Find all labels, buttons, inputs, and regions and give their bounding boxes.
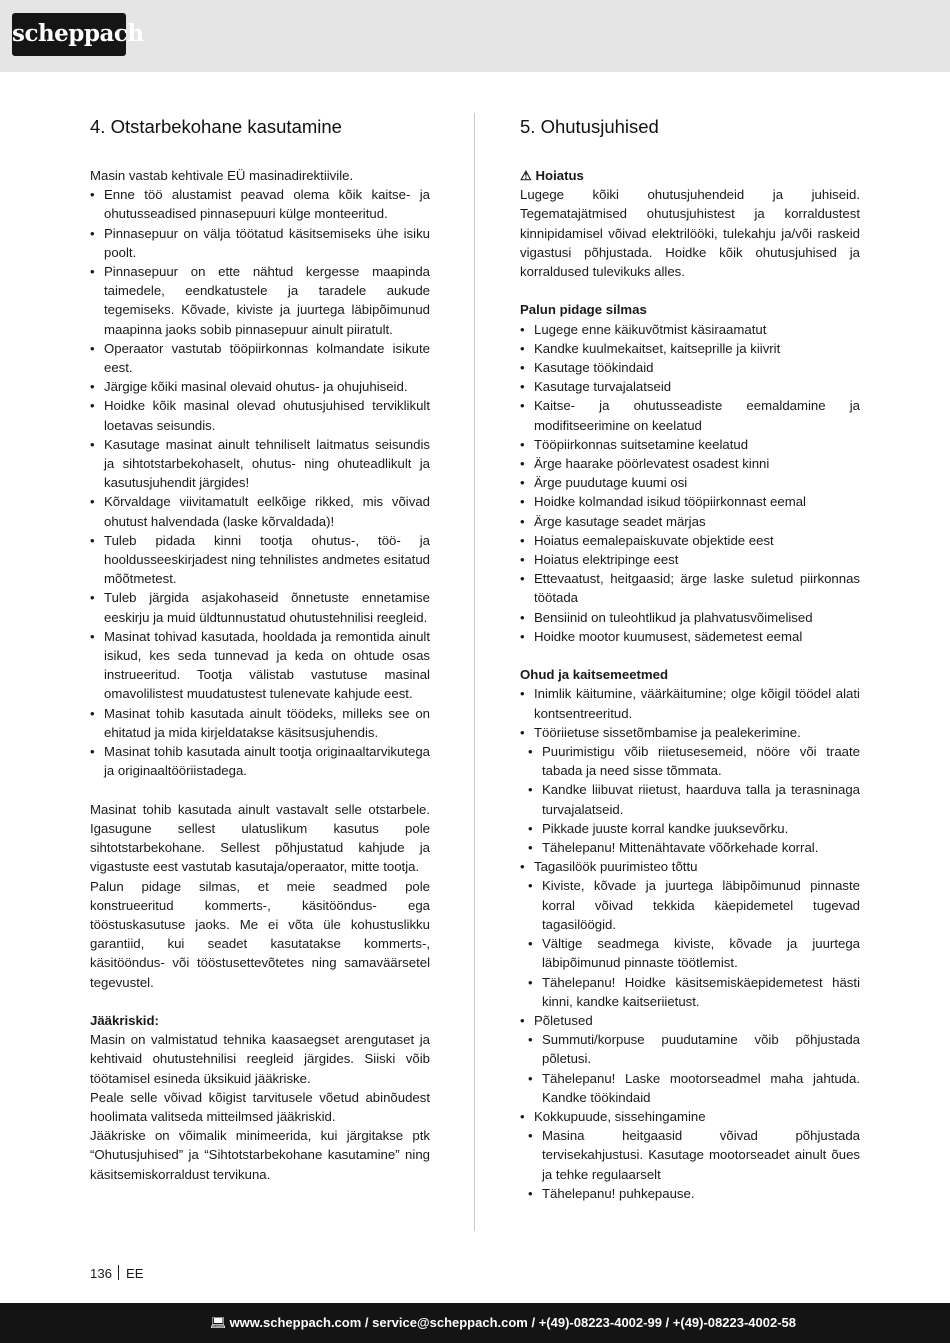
hazard-subitem	[520, 1030, 860, 1068]
hazard-item	[520, 723, 860, 742]
hazard-sublist	[520, 1126, 860, 1203]
page-footer	[90, 1264, 144, 1283]
list-item	[520, 339, 860, 358]
list-item-text: Masinat tohivad kasutada, hooldada ja remontida ainult isikud, kes seda tunnevad ja keda on ohtude osas instrueeritud. Tootja välistab vastutuse masinal omavolilistest muudatustest tulenevate kahjude eest.	[104, 628, 430, 702]
column-divider	[474, 113, 475, 1231]
list-item	[520, 454, 860, 473]
intro-text: Masin vastab kehtivale EÜ masinadirektiivile.	[90, 168, 354, 183]
list-item	[520, 396, 860, 434]
residual-risks-text-2: Peale selle võivad kõigist tarvitusele võetud abinõudest hoolimata valitseda mitteilmsed jääkriskid.	[90, 1089, 430, 1124]
list-item-text: Ärge haarake pöörlevatest osadest kinni	[534, 456, 770, 472]
list-item	[90, 627, 430, 704]
hazard-subitem-text: Tähelepanu! puhkepause.	[542, 1185, 695, 1201]
list-item-text: Bensiinid on tuleohtlikud ja plahvatusvõimelised	[534, 609, 813, 625]
list-item	[90, 742, 430, 780]
list-item-text: Lugege enne käikuvõtmist käsiraamatut	[534, 321, 767, 337]
hazard-subitem-text: Tähelepanu! Laske mootorseadmel maha jahtuda. Kandke töökindaid	[542, 1070, 860, 1105]
hazard-item-text: Inimlik käitumine, väärkäitumine; olge kõigil töödel alati kontsentreeritud.	[534, 686, 860, 721]
hazard-sublist	[520, 1030, 860, 1107]
list-item	[520, 358, 860, 377]
list-item	[520, 608, 860, 627]
list-item	[520, 492, 860, 511]
hazard-subitem-text: Tähelepanu! Hoidke käsitsemiskäepidemetest hästi kinni, kandke kaitseriietust.	[542, 974, 860, 1009]
intended-use-list	[90, 185, 430, 780]
list-item	[90, 396, 430, 434]
hazard-subgroup	[520, 876, 860, 1010]
list-item	[520, 320, 860, 339]
hazard-subgroup	[520, 1126, 860, 1203]
hazard-subgroup	[520, 742, 860, 857]
hazards-list	[520, 684, 860, 1202]
list-item	[90, 531, 430, 589]
list-item-text: Kaitse- ja ohutusseadiste eemaldamine ja modifitseerimine on keelatud	[534, 398, 860, 433]
list-item-text: Järgige kõiki masinal olevaid ohutus- ja ohujuhiseid.	[104, 379, 408, 395]
list-item-text: Masinat tohib kasutada ainult töödeks, milleks see on ehitatud ja mida kirjeldatakse käsitsusjuhendis.	[104, 705, 430, 740]
hazard-item-text: Põletused	[534, 1012, 593, 1028]
hazard-item-text: Kokkupuude, sissehingamine	[534, 1108, 706, 1124]
list-item	[520, 512, 860, 531]
hazard-subitem	[520, 780, 860, 818]
section-intended-use	[90, 113, 430, 1184]
list-item-text: Operaator vastutab tööpiirkonnas kolmandate isikute eest.	[104, 340, 430, 376]
hazard-subitem-text: Kiviste, kõvade ja juurtega läbipõimunud pinnaste korral võivad tekkida käepidemetel tugevad tagasilöögid.	[542, 878, 860, 932]
list-item-text: Tuleb järgida asjakohaseid õnnetuste ennetamise eeskirju ja muid üldtunnustatud ohutustehnilisi reegleid.	[104, 590, 430, 625]
list-item-text: Tuleb pidada kinni tootja ohutus-, töö- ja hooldusseeskirjadest ning tehnilistes andmetes esitatud mõõtmetest.	[104, 532, 430, 587]
hazard-subgroup	[520, 1030, 860, 1107]
computer-icon: 💻︎	[210, 1315, 227, 1330]
list-item	[90, 704, 430, 742]
list-item-text: Kandke kuulmekaitset, kaitseprille ja kiivrit	[534, 340, 781, 356]
list-item	[90, 185, 430, 223]
usage-paragraph: Masinat tohib kasutada ainult vastavalt selle otstarbele. Igasugune sellest ulatuslikum kasutus pole sihtotstarbekohane. Sellest põhjustatud kahjude ja vigastuste eest vastutab kasutaja/operaator, mitte tootja.	[90, 801, 430, 875]
language-code: EE	[126, 1266, 144, 1281]
attention-list	[520, 320, 860, 646]
list-item	[90, 377, 430, 396]
list-item-text: Ärge puudutage kuumi osi	[534, 475, 688, 491]
list-item	[90, 588, 430, 626]
hazard-subitem-text: Masina heitgaasid võivad põhjustada tervisekahjustusi. Kasutage mootorseadet ainult õues ja tehke regulaarselt	[542, 1128, 860, 1182]
contact-line	[210, 1314, 796, 1332]
residual-risks-text-1: Masin on valmistatud tehnika kaasaegset arengutaset ja kehtivaid ohutustehnilisi reegleid järgides. Siiski võib töötamisel esineda üksikuid jääkriske.	[90, 1032, 430, 1086]
hazard-item	[520, 1011, 860, 1030]
hazard-subitem	[520, 1126, 860, 1184]
warning-text: Lugege kõiki ohutusjuhendeid ja juhiseid. Tegematajätmised ohutusjuhistest ja korraldustest kinnipidamisel võivad elektrilööki, tulekahju ja/või raskeid vigastusi põhjustada. Hoidke kõik ohutusjuhised ja korraldused tulevikuks alles.	[520, 187, 860, 280]
hazard-subitem	[520, 1069, 860, 1107]
header-bar	[0, 0, 950, 72]
hazard-subitem-text: Vältige seadmega kiviste, kõvade ja juurtega läbipõimunud pinnaste töötlemist.	[542, 936, 860, 971]
hazard-sublist	[520, 876, 860, 1010]
list-item-text: Pinnasepuur on ette nähtud kergesse maapinda taimedele, eendkatustele ja taradele aukude tegemiseks. Kõvade, kiviste ja juurtega läbipõimunud maapinna jaoks sobib pinnasepuur ainult piiratult.	[104, 264, 430, 337]
list-item-text: Kasutage masinat ainult tehniliselt laitmatus seisundis ja sihtotstarbekohaselt, ohutus- ning ohuteadlikult ja kasutusjuhendit järgides!	[104, 436, 430, 491]
hazards-heading: Ohud ja kaitsemeetmed	[520, 667, 669, 683]
hazard-subitem	[520, 876, 860, 934]
list-item	[520, 473, 860, 492]
list-item-text: Ettevaatust, heitgaasid; ärge laske suletud piirkonnas töötada	[534, 571, 860, 606]
list-item-text: Ärge kasutage seadet märjas	[534, 513, 706, 529]
list-item-text: Enne töö alustamist peavad olema kõik kaitse- ja ohutusseadised pinnasepuuri külge monteeritud.	[104, 187, 430, 222]
residual-risks-text-3: Jääkriske on võimalik minimeerida, kui järgitakse ptk “Ohutusjuhised” ja “Sihtotstarbekohane kasutamine” ning käsitsemiskorraldust tervikuna.	[90, 1128, 430, 1182]
list-item-text: Masinat tohib kasutada ainult tootja originaaltarvikutega ja originaaltööriistadega.	[104, 744, 430, 779]
hazard-subitem	[520, 838, 860, 857]
page-number: 136	[90, 1266, 113, 1281]
hazard-subitem-text: Pikkade juuste korral kandke juuksevõrku.	[542, 820, 789, 836]
section-safety	[520, 113, 860, 1203]
list-item	[520, 531, 860, 550]
list-item	[520, 550, 860, 569]
residual-risks-heading: Jääkriskid:	[90, 1012, 159, 1028]
scheppach-logo: scheppach	[12, 13, 126, 56]
list-item-text: Hoidke kolmandad isikud tööpiirkonnast eemal	[534, 494, 806, 510]
hazard-subitem	[520, 1184, 860, 1203]
list-item-text: Hoidke mootor kuumusest, sädemetest eemal	[534, 628, 803, 644]
list-item	[520, 569, 860, 607]
list-item	[90, 435, 430, 493]
hazard-sublist	[520, 742, 860, 857]
section-title-intended-use: 4. Otstarbekohane kasutamine	[90, 116, 342, 137]
attention-heading: Palun pidage silmas	[520, 302, 647, 318]
list-item	[520, 377, 860, 396]
list-item-text: Tööpiirkonnas suitsetamine keelatud	[534, 436, 749, 452]
hazard-subitem	[520, 819, 860, 838]
hazard-item	[520, 684, 860, 722]
hazard-subitem	[520, 973, 860, 1011]
commercial-use-paragraph: Palun pidage silmas, et meie seadmed pole konstrueeritud kommerts-, käsitööndus- ega tööstuskasutuse jaoks. Me ei võta üle kohustuslikku garantiid, kui seadet kasutatakse kommerts-, käsitööndus- või tööstusettevõtetes ning samaväärsetel tegevustel.	[90, 878, 430, 990]
list-item-text: Kasutage turvajalatseid	[534, 379, 672, 395]
list-item	[90, 339, 430, 377]
footer-separator	[118, 1265, 119, 1280]
list-item-text: Kasutage töökindaid	[534, 360, 654, 376]
warning-heading: ⚠ Hoiatus	[520, 168, 584, 183]
hazard-subitem	[520, 934, 860, 972]
list-item-text: Pinnasepuur on välja töötatud käsitsemiseks ühe isiku poolt.	[104, 225, 430, 260]
hazard-item	[520, 1107, 860, 1126]
hazard-item-text: Tagasilöök puurimisteo tõttu	[534, 859, 698, 875]
list-item-text: Hoidke kõik masinal olevad ohutusjuhised terviklikult loetavas seisundis.	[104, 398, 430, 433]
list-item-text: Hoiatus eemalepaiskuvate objektide eest	[534, 532, 774, 548]
hazard-subitem	[520, 742, 860, 780]
list-item	[520, 627, 860, 646]
list-item	[520, 435, 860, 454]
hazard-subitem-text: Kandke liibuvat riietust, haarduva talla ja terasninaga turvajalatseid.	[542, 782, 860, 817]
list-item	[90, 492, 430, 530]
list-item	[90, 224, 430, 262]
contact-text: www.scheppach.com / service@scheppach.com / +(49)-08223-4002-99 / +(49)-08223-4002-58	[229, 1315, 796, 1330]
contact-bar	[0, 1303, 950, 1343]
hazard-subitem-text: Puurimistigu võib riietusesemeid, nööre või traate tabada ja need sisse tõmmata.	[542, 744, 860, 779]
list-item	[90, 262, 430, 339]
list-item-text: Hoiatus elektripinge eest	[534, 552, 679, 568]
section-title-safety: 5. Ohutusjuhised	[520, 116, 659, 137]
hazard-item-text: Tööriietuse sissetõmbamise ja pealekerimine.	[534, 724, 801, 740]
list-item-text: Kõrvaldage viivitamatult eelkõige rikked, mis võivad ohutust halvendada (laske kõrvaldada)!	[104, 494, 430, 529]
hazard-item	[520, 857, 860, 876]
hazard-subitem-text: Summuti/korpuse puudutamine võib põhjustada põletusi.	[542, 1032, 860, 1067]
hazard-subitem-text: Tähelepanu! Mittenähtavate võõrkehade korral.	[542, 840, 819, 856]
